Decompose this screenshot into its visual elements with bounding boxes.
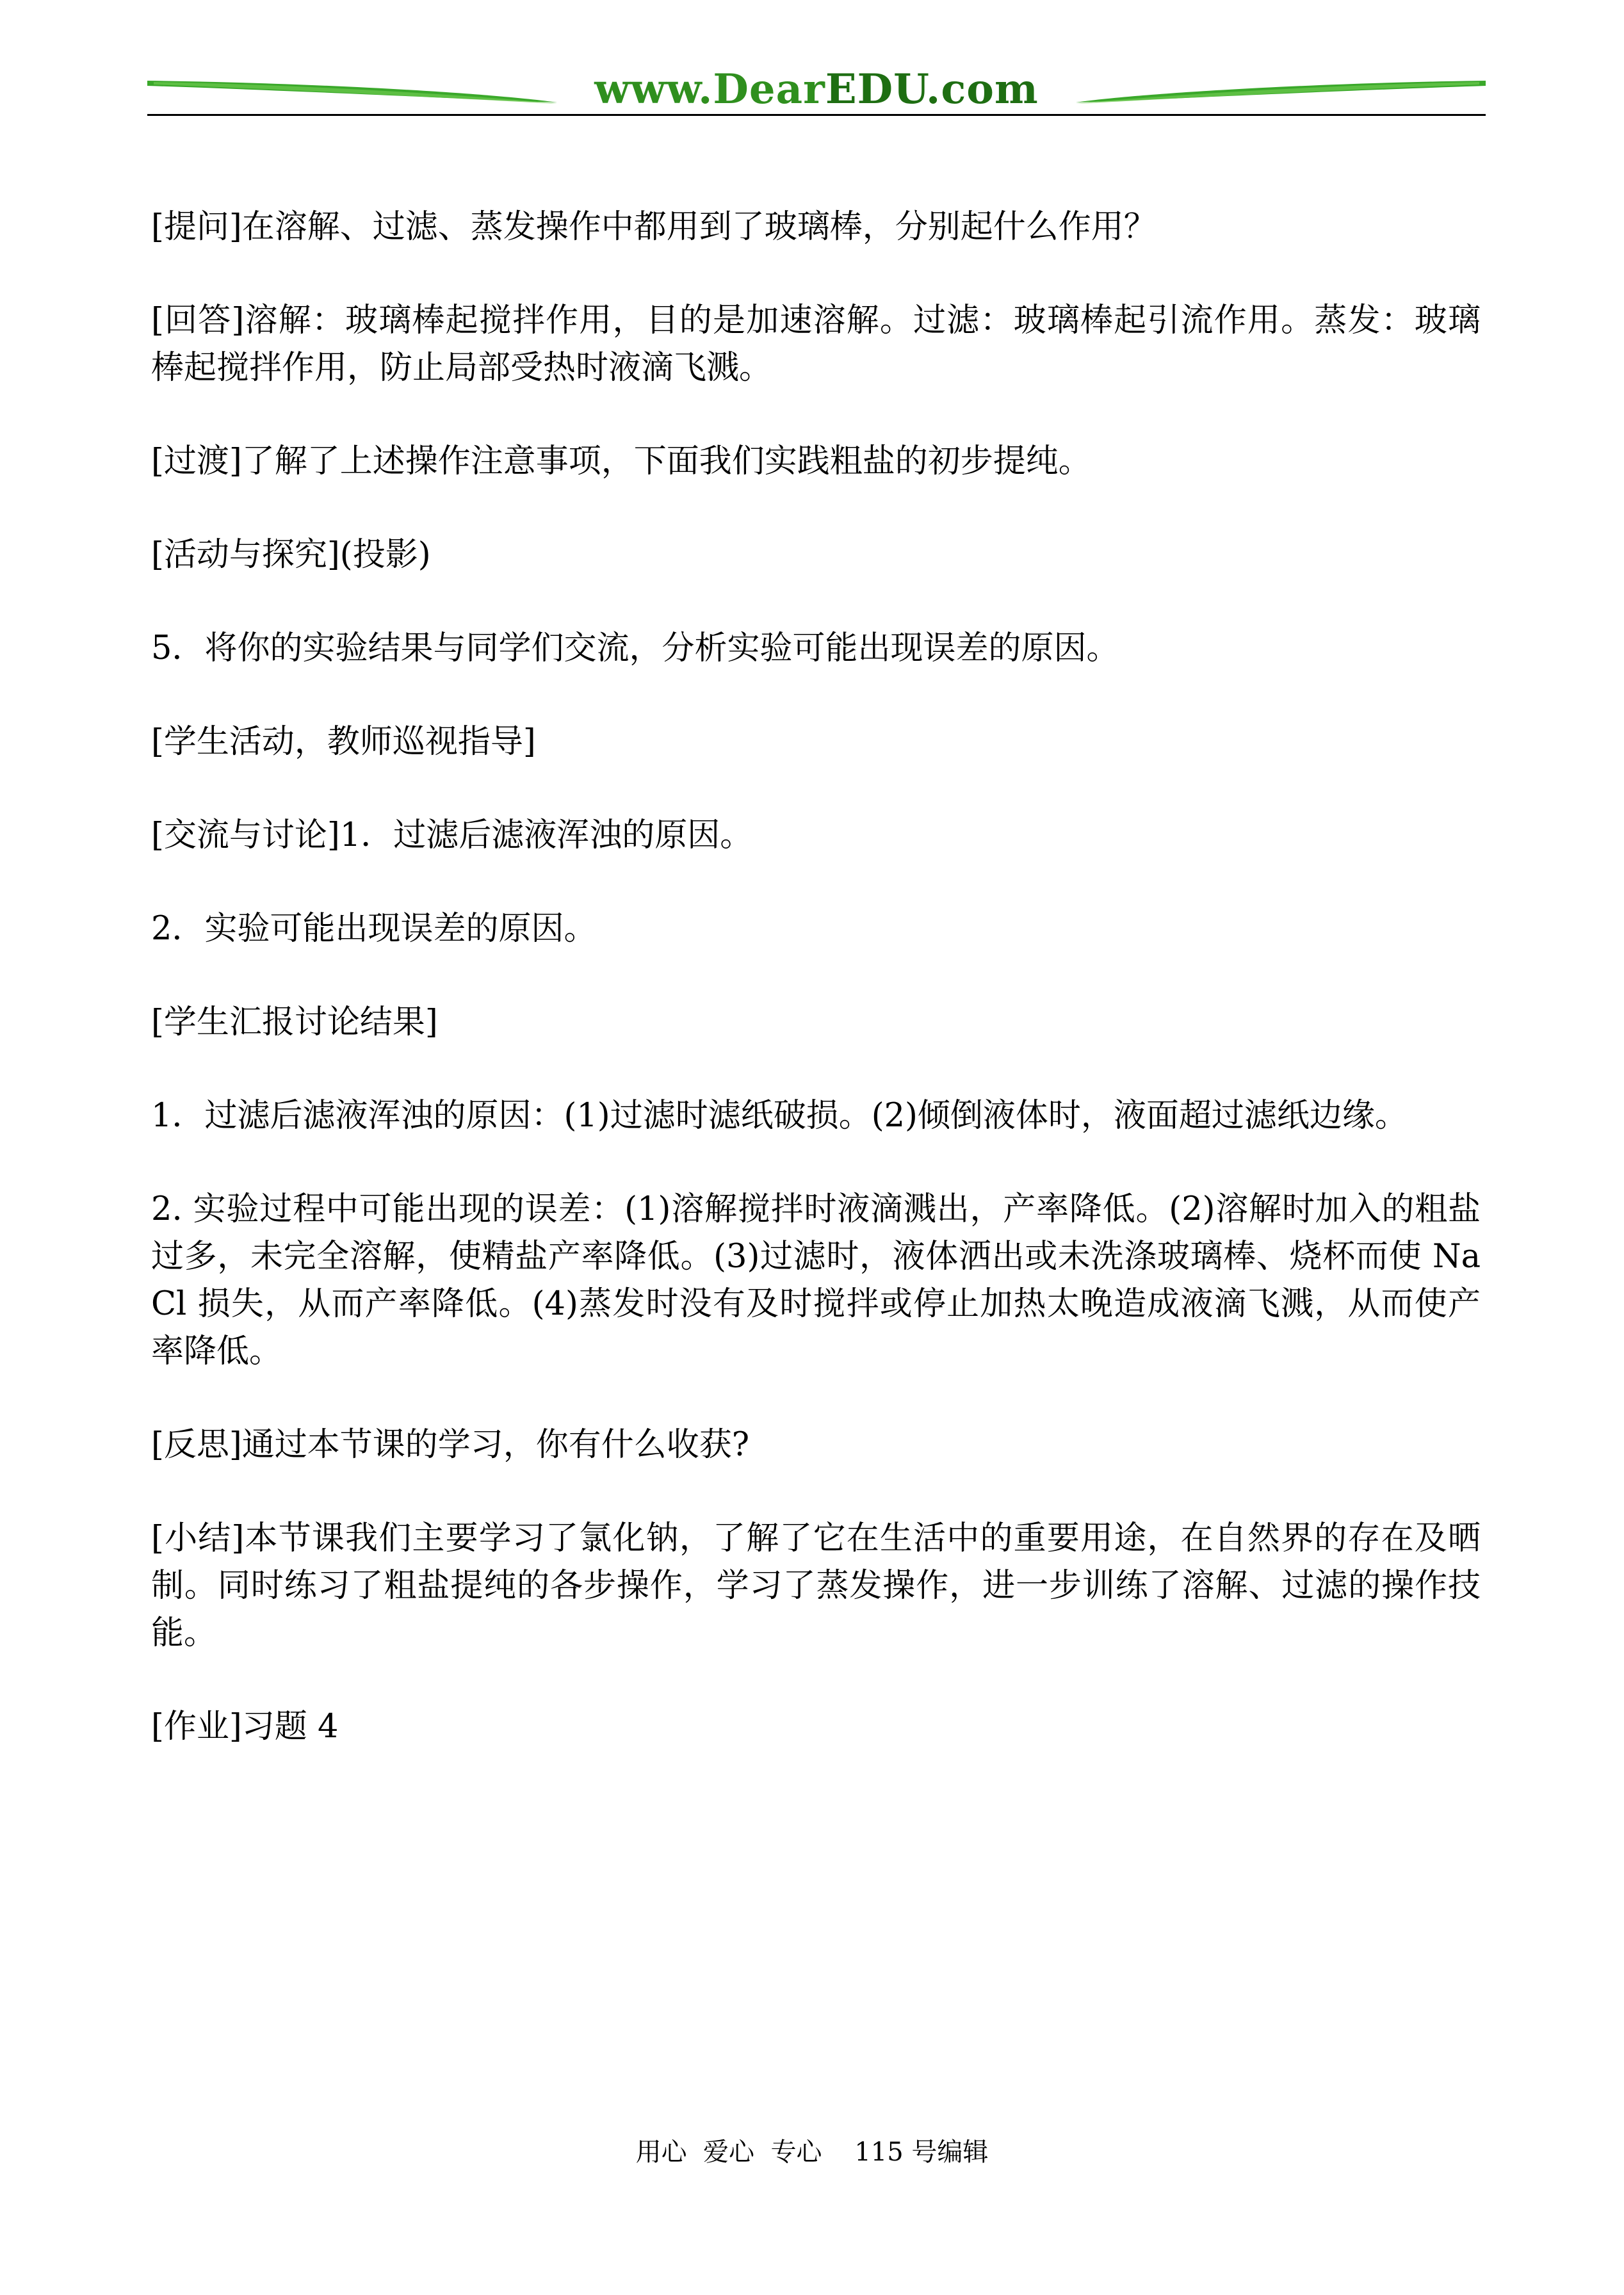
paragraph-discussion-2: 2．实验可能出现误差的原因。 (151, 910, 597, 948)
paragraph-student-activity: [学生活动，教师巡视指导] (151, 723, 536, 761)
paragraph-report-2: 2. 实验过程中可能出现的误差：(1)溶解搅拌时液滴溅出，产率降低。(2)溶解时加入的粗盐过多，未完全溶解，使精盐产率降低。(3)过滤时，液体洒出或未洗涤玻璃棒、烧杯而使 NaCl 损失，从而产率降低。(4)蒸发时没有及时搅拌或停止加热太晚造成液滴飞溅，从而使产率降低。 (151, 1190, 1481, 1370)
paragraph-homework: [作业]习题 4 (151, 1708, 339, 1746)
page-header (147, 64, 1486, 122)
logo-text-part2: EDU.com (825, 65, 1039, 113)
page-footer: 用心 爱心 专心 115 号编辑 (635, 2137, 989, 2167)
logo-text-part1: www.Dear (594, 65, 825, 113)
paragraph-transition: [过渡]了解了上述操作注意事项，下面我们实践粗盐的初步提纯。 (151, 442, 1091, 480)
paragraph-question: [提问]在溶解、过滤、蒸发操作中都用到了玻璃棒，分别起什么作用？ (151, 208, 1157, 246)
paragraph-discussion: [交流与讨论]1．过滤后滤液浑浊的原因。 (151, 816, 753, 854)
paragraph-report: [学生汇报讨论结果] (151, 1003, 438, 1041)
site-logo (147, 67, 1486, 113)
paragraph-summary: [小结]本节课我们主要学习了氯化钠，了解了它在生活中的重要用途，在自然界的存在及晒制。同时练习了粗盐提纯的各步操作，学习了蒸发操作，进一步训练了溶解、过滤的操作技能。 (151, 1520, 1481, 1652)
paragraph-reflection: [反思]通过本节课的学习，你有什么收获? (151, 1426, 750, 1464)
paragraph-item-5: 5．将你的实验结果与同学们交流，分析实验可能出现误差的原因。 (151, 629, 1119, 667)
paragraph-activity: [活动与探究](投影) (151, 536, 431, 574)
document-body (151, 204, 1481, 1797)
paragraph-report-1: 1．过滤后滤液浑浊的原因：(1)过滤时滤纸破损。(2)倾倒液体时，液面超过滤纸边缘。 (151, 1097, 1408, 1135)
paragraph-answer: [回答]溶解：玻璃棒起搅拌作用，目的是加速溶解。过滤：玻璃棒起引流作用。蒸发：玻璃棒起搅拌作用，防止局部受热时液滴飞溅。 (151, 302, 1481, 387)
